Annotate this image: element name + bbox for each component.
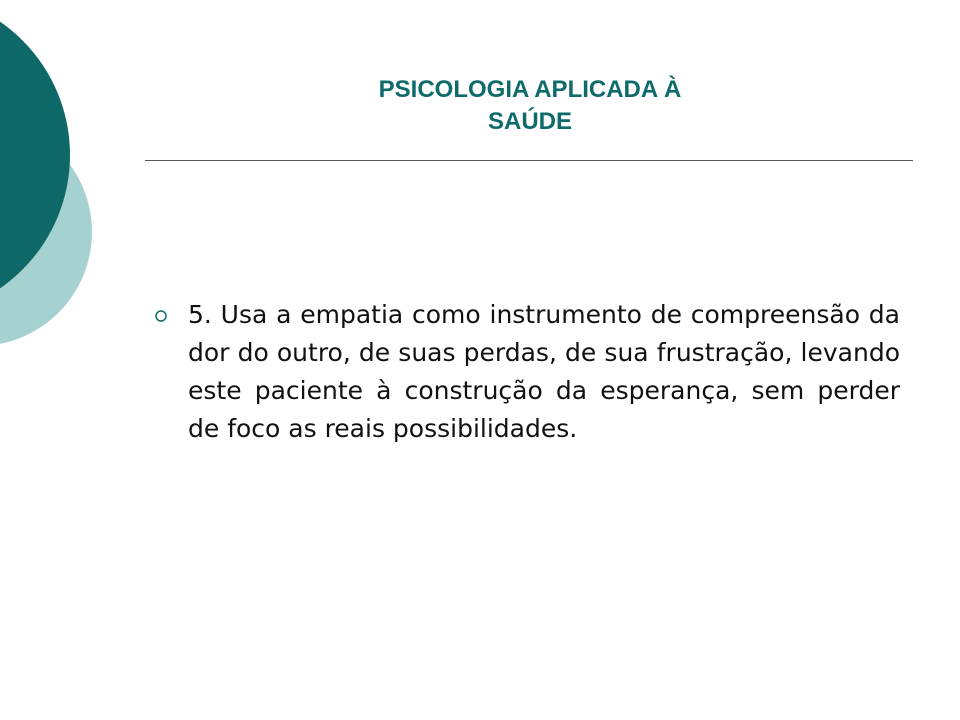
slide-title-line-1: PSICOLOGIA APLICADA À <box>378 76 682 103</box>
slide-title-line-2: SAÚDE <box>487 108 572 135</box>
bullet-item <box>155 296 900 448</box>
bullet-text: 5. Usa a empatia como instrumento de compreensão da dor do outro, de suas perdas, de sua frustração, levando este paciente à construção da esperança, sem perder de foco as reais possibilidades. <box>188 300 900 443</box>
hollow-circle-bullet-icon <box>155 310 167 322</box>
title-divider <box>145 160 913 161</box>
slide-title <box>230 74 830 138</box>
